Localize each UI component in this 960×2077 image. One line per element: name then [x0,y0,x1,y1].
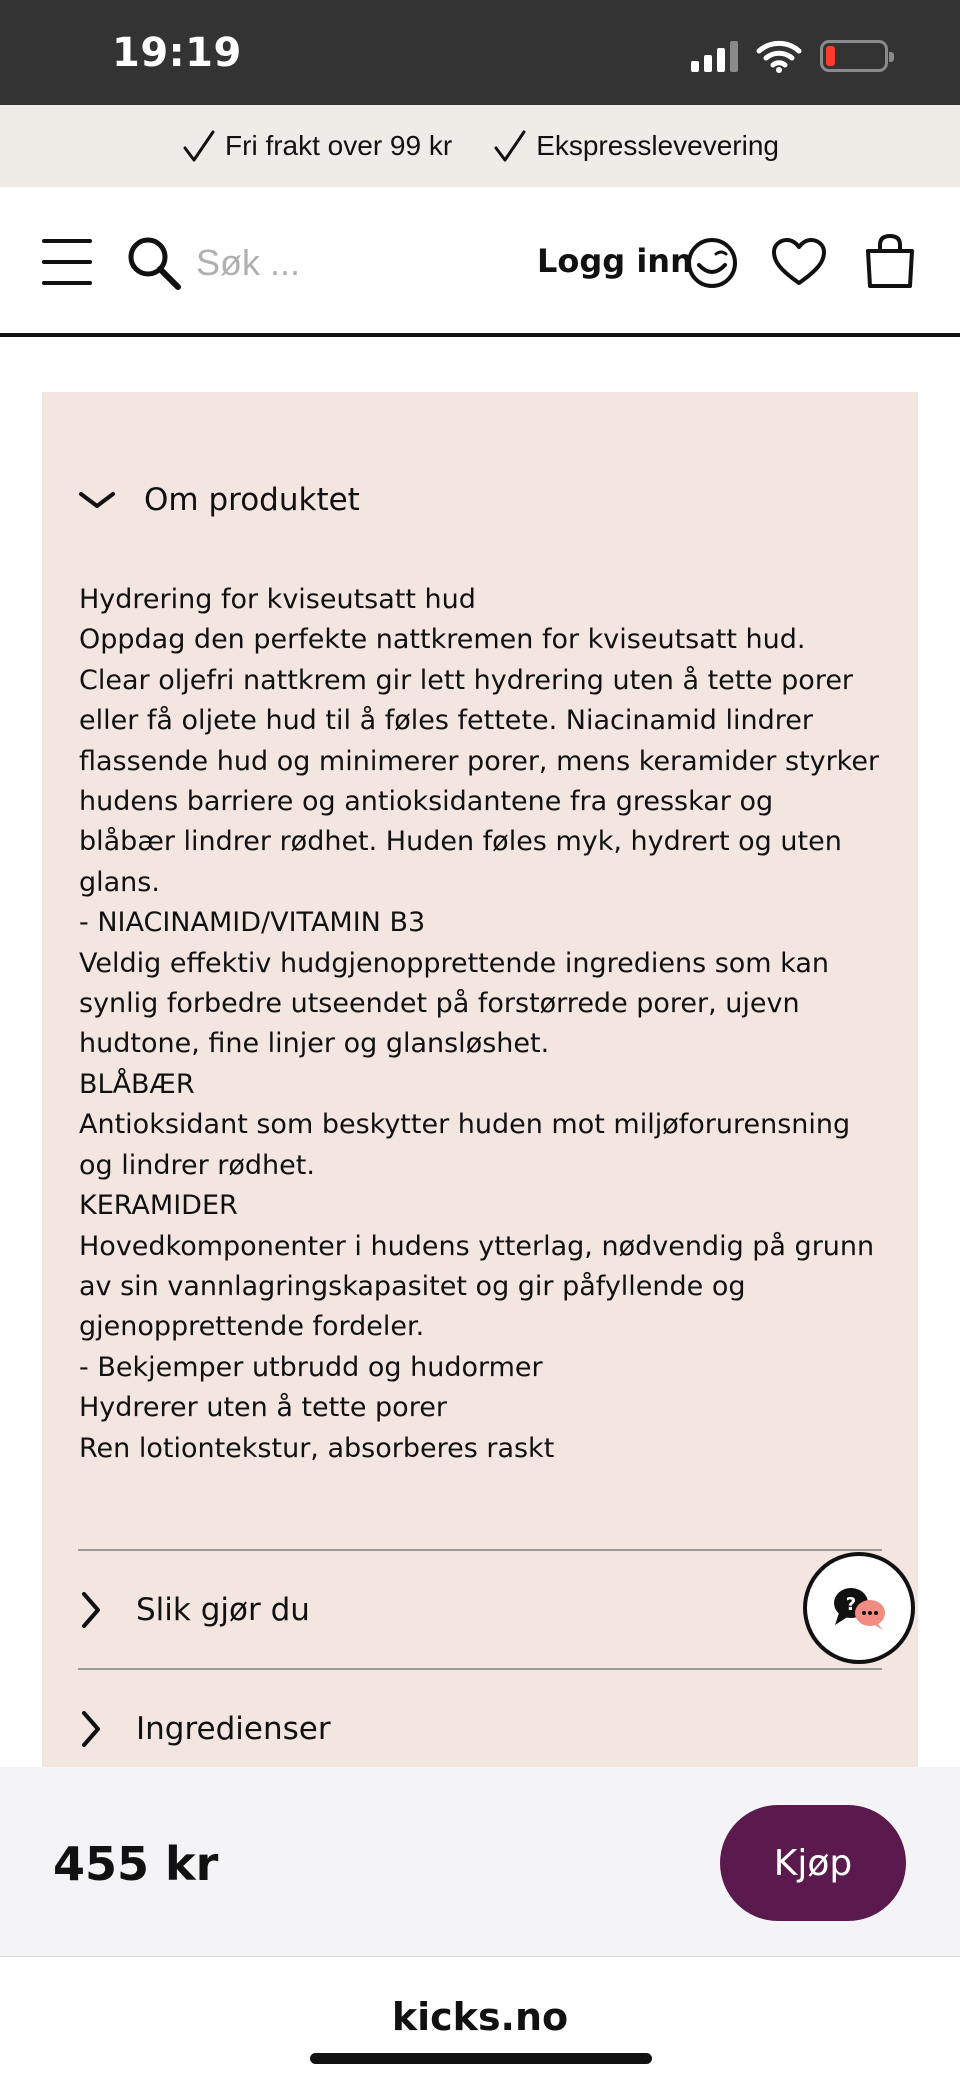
description-line: av sin vannlagringskapasitet og gir påfyllende og [79,1270,746,1302]
description-line: BLÅBÆR [79,1068,195,1100]
description-line: Veldig effektiv hudgjenopprettende ingrediens som kan [79,947,830,979]
status-bar [0,0,960,105]
product-info-panel [42,392,918,1767]
accordion-how-to[interactable] [78,1551,882,1669]
description-line: og lindrer rødhet. [79,1149,315,1181]
site-header [0,187,960,337]
smile-icon[interactable] [686,237,738,289]
description-line: gjenopprettende fordeler. [79,1311,425,1343]
product-price: 455 kr [53,1837,219,1891]
search-icon[interactable] [126,235,182,291]
status-time: 19:19 [112,30,242,76]
promo-bar [0,105,960,187]
description-line: KERAMIDER [79,1190,238,1222]
description-line: hudens barriere og antioksidantene fra gresskar og [79,786,774,818]
search-input[interactable] [196,239,446,287]
description-line: Clear oljefri nattkrem gir lett hydrering uten å tette porer [79,664,854,696]
promo-text: Fri frakt over 99 kr [225,130,453,161]
description-line: eller få oljete hud til å føles fettete. Niacinamid lindrer [79,705,813,737]
product-description [79,580,894,1469]
chat-help-glyph: ? [845,1594,857,1615]
chat-help-icon [829,1585,889,1631]
status-icons [691,36,888,76]
login-link[interactable]: Logg inn [537,242,693,280]
home-indicator[interactable] [310,2053,652,2064]
description-line: Hydrerer uten å tette porer [79,1392,447,1424]
description-line: synlig forbedre utseendet på forstørrede porer, ujevn [79,988,800,1020]
accordion-about-header[interactable] [78,482,360,518]
url-text[interactable]: kicks.no [391,1995,569,2039]
chevron-right-icon [78,1710,104,1748]
checkmark-icon [492,128,528,164]
promo-express-delivery [492,128,779,164]
checkmark-icon [181,128,217,164]
chat-help-button[interactable] [803,1552,915,1664]
heart-icon[interactable] [771,237,827,287]
battery-icon [820,40,888,72]
chevron-right-icon [78,1591,104,1629]
cellular-signal-icon [691,40,738,72]
description-line: hudtone, fine linjer og glansløshet. [79,1028,550,1060]
purchase-bar [0,1767,960,1957]
promo-free-shipping [181,128,452,164]
description-line: Ren lotiontekstur, absorberes raskt [79,1432,555,1464]
description-line: Antioksidant som beskytter huden mot miljøforurensning [79,1109,851,1141]
description-line: - Bekjemper utbrudd og hudormer [79,1351,543,1383]
description-line: blåbær lindrer rødhet. Huden føles myk, hydrert og uten [79,826,842,858]
description-line: flassende hud og minimerer porer, mens keramider styrker [79,745,880,777]
description-line: glans. [79,866,160,898]
chevron-down-icon [78,488,116,512]
menu-icon[interactable] [42,239,92,285]
description-line: Hovedkomponenter i hudens ytterlag, nødvendig på grunn [79,1230,875,1262]
description-line: - NIACINAMID/VITAMIN B3 [79,907,426,939]
buy-button[interactable]: Kjøp [720,1805,906,1921]
accordion-ingredients-title: Ingredienser [136,1711,331,1747]
promo-text: Ekspresslevevering [536,130,779,161]
bag-icon[interactable] [864,233,916,289]
browser-url-bar [0,1957,960,2077]
wifi-icon [756,39,802,73]
accordion-how-to-title: Slik gjør du [136,1592,310,1628]
description-line: Oppdag den perfekte nattkremen for kviseutsatt hud. [79,624,806,656]
description-line: Hydrering for kviseutsatt hud [79,584,476,615]
accordion-about-title: Om produktet [144,482,360,518]
